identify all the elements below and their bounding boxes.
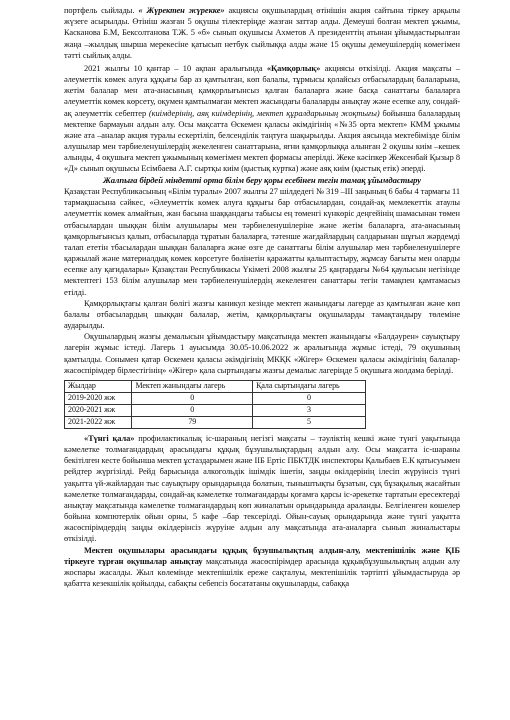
paragraph-law: Қазақстан Республикасының «Білім туралы» 2007 жылғы 27 шілдедегі № 319 –ІІІ заңының 6 бабы 4 тармағы 11 тармақшасына сәйкес, «Әлеуметтік көмек алуға құқығы бар отбасылардан, сондай-ақ мемлекеттік атаулы әлеуметтік көмек алмайтын, жан басына шаққандағы табысы ең төменгі күнкөріс деңгейінің шамасынан төмен отбасылардан шыққан білім алушылары мен тәрбиеленушілеріне және жетім балаларға, ата-анасының қамқорлығынсыз қалып, отбасыларда тұратын балаларға, тәтенше жағдайлардың салдарынан шұғыл жәрдемді талап ететін тбасылардан шыққан балаларға және өзге де санаттағы білім алушылар мен тәрбиеленушілерге қаржылай және материалдық көмек көрсетуге бөлінетін қаражатты қалыптастыру, жұмсау бағыты мен оларды есепке алу қағидалары» Қазақстан Республикасы Үкіметі 2008 жылғы 25 қаңтардағы №64 қаулысын негізінде мектептегі 153 білім алушылар мен тәрбиеленушілердің жекеленген санаттары тегін тамақпен қамтамасыз етілді. [64, 187, 460, 297]
table-row [65, 416, 366, 428]
paragraph-prevention: Мектеп оқушылары арасындағы құқық бұзушылықтың алдын-алу, мектепішілік және ҚІБ тіркеуге тұрған оқушылар анықтау мақсатында жасөспірімдер арасында құқықбұзушылықтың алдын алу жоспары жасалды. Жыл көлемінде мектепішілік ереже сақталуы, мектепішілік тәртіпті ұйымдастыруда әр қабатта кезекшілік қойылды, сабақты себепсіз босататаны оқушыларды, сабаққа [64, 545, 460, 589]
table-cell: 5 [253, 416, 366, 428]
paragraph-summer-payment: Қамқорлықтағы қалған бөлігі жазғы каникул кезінде мектеп жанындағы лагерде аз қамтылған және көп балалы отбасылардың шыққан балалар, жетім, қамқорлықтағы оқушыларды тамақтандыру төлеміне аударылды. [64, 298, 460, 331]
section-heading: Жалпыға бірдей міндетті орта білім беру қоры есебінен тегін тамақ ұйымдастыру [102, 174, 422, 185]
table-header-cell: Жылдар [65, 380, 132, 392]
table-cell: 0 [253, 392, 366, 404]
table-row [65, 404, 366, 416]
paragraph-summer-camp: Оқушылардың жазғы демалысын ұйымдастыру мақсатында мектеп жанындағы «Балдәурен» сауықтыру лагерін жұмыс істеді. Лагерь 1 ауысымда 30.05-10.06.2022 ж аралығында жұмыс істеді, 79 оқушының қамтылды. Сонымен қатар Өскемен қаласы әкімдігінің МКҚК «Жігер» Өскемен қаласы әкімдігінің балалар-жасөспірімдер бірлестігінің» «Жігер» қала сыртындағы жазғы демалыс лагеріңде 5 оқушыға жолдама берілді. [64, 332, 460, 375]
camp-table [64, 380, 366, 429]
action-title-heart: « Жүректен жүрекке» [138, 6, 225, 15]
action-title-night-city: «Түнгі қала» [84, 433, 135, 443]
table-cell: 79 [132, 416, 253, 428]
table-cell: 3 [253, 404, 366, 416]
paragraph-kamkorlyk: 2021 жылғы 10 қантар – 10 ақпан аралығында «Қамқорлық» акциясы өткізілді. Акция мақсаты – әлеуметтік көмек алуға құқығы бар аз қамтылған, көп балалы, тұрмысы қолайсыз отбасылардың балаларына, жетім балалар мен ата-анасының қамқорлығынсыз қалған балаларға және басқа санаттағы балаларға әлеуметтік көмек көрсету, оқумен қамтылмаған мектеп жасындағы балаларды анықтау және есепке алу, сондай-ақ әлеуметтік себептер (киімдерінің, аяқ киімдерінің, мектеп құралдарының жоқтығы) бойынша балалардың мектепке бармауын алдын алу. Осы мақсатта Өскемен қаласы әкімдігінің «№35 орта мектеп» КММ ұжымы және ата –аналар акция туралы ескертіліп, белсенділік таңтуға шақырылды. Акция аясында мектебімізде білім алушылар мен тәрбиеленушілердің жекеленген санаттарына, яғни қамқорлыққа алынған 2 оқушы киім –кешек алынды, 4 оқушыға мектеп ұжымының көмегімен мектеп формасы әперілді. Жеке кәсіпкер Жексенбай Қызыр 8 «Д» сынып оқушысы Есімбаева А.Г. сыртқы киім (қыстық куртка) және аяқ киім (қыстық етік) әперді. [64, 63, 460, 174]
action-title-kamkorlyk: «Қамқорлық» [266, 63, 321, 73]
prevention-title: Мектеп оқушылары арасындағы құқық бұзушылықтың алдын-алу, мектепішілік және ҚІБ тіркеуге тұрған оқушылар анықтау [64, 545, 460, 566]
table-header-cell: Мектеп жанындағы лагерь [132, 380, 253, 392]
table-cell: 0 [132, 404, 253, 416]
table-cell: 2021-2022 жж [65, 416, 132, 428]
table-header-row [65, 380, 366, 392]
table-cell: 2019-2020 жж [65, 392, 132, 404]
paragraph-portfolio: портфель сыйлады. « Жүректен жүрекке» акциясы оқушылардың өтінішін акция сайтына тіркеу арқылы жүзеге асырылды. Өтініш жазған 5 оқушы тілектеріңде жазған заттар алды. Демеуші болған мектеп ұжымы, Касканова Б.М, Бексолтанова Т.Ж. 5 «б» сынып оқушысы Ахметов А президенттің атынан ұйымдастырылған жаңа –жылдық шырша мерекесіне қатысып нетбук сыйлыққа алды және 15 оқушы демеушілердің көмегімен тәтті сыйлық алды. [64, 6, 461, 60]
table-header-cell: Қала сыртындағы лагерь [253, 380, 366, 392]
paragraph-night-city: «Түнгі қала» профилактикалық іс-шараның негізгі мақсаты – тәуліктің кешкі және түнгі уақытында кәмелетке толмағандардың арасындағы құқық бұзушылықтардың алдын алу. Осы мақсатта іс-шараны бекітілген кесте бойынша мектеп ұстаздарымен және ІІБ Ертіс ПБКТДК инспекторы Қалыбаев Е.К қатысуымен рейдтер жүргізілді. Рейд барысында алкогольдік ішімдік ішетін, заңды өкілдерінің ілесіп жүруінсіз түнгі уақытта үй-жайлардан тыс сауықтыру орындарында болатын, тыныштықты бұзатын, сұқ бұзақылық жасайтын кәмелетке толмағандарды, сондай-ақ кәмелетке толмағандарды қоғамға қарсы іс-әрекетке тартатын ересектерді анықтау мақсатында кәмелетке толмағандардың көп жиналатын орындарында араланды. Белгіленген көшелер бойына компютерлік ойын орны, 5 кафе –бар тексерілді. Ойын-сауық орындарында және түнгі уақытта жасөспірімдердің заңды өкілдерінсіз жүруіне алдын алу мақсатында ата-аналарға сынып жиналыстары өткізілді. [64, 433, 460, 544]
table-row [65, 392, 366, 404]
table-cell: 2020-2021 жж [65, 404, 132, 416]
table-cell: 0 [132, 392, 253, 404]
